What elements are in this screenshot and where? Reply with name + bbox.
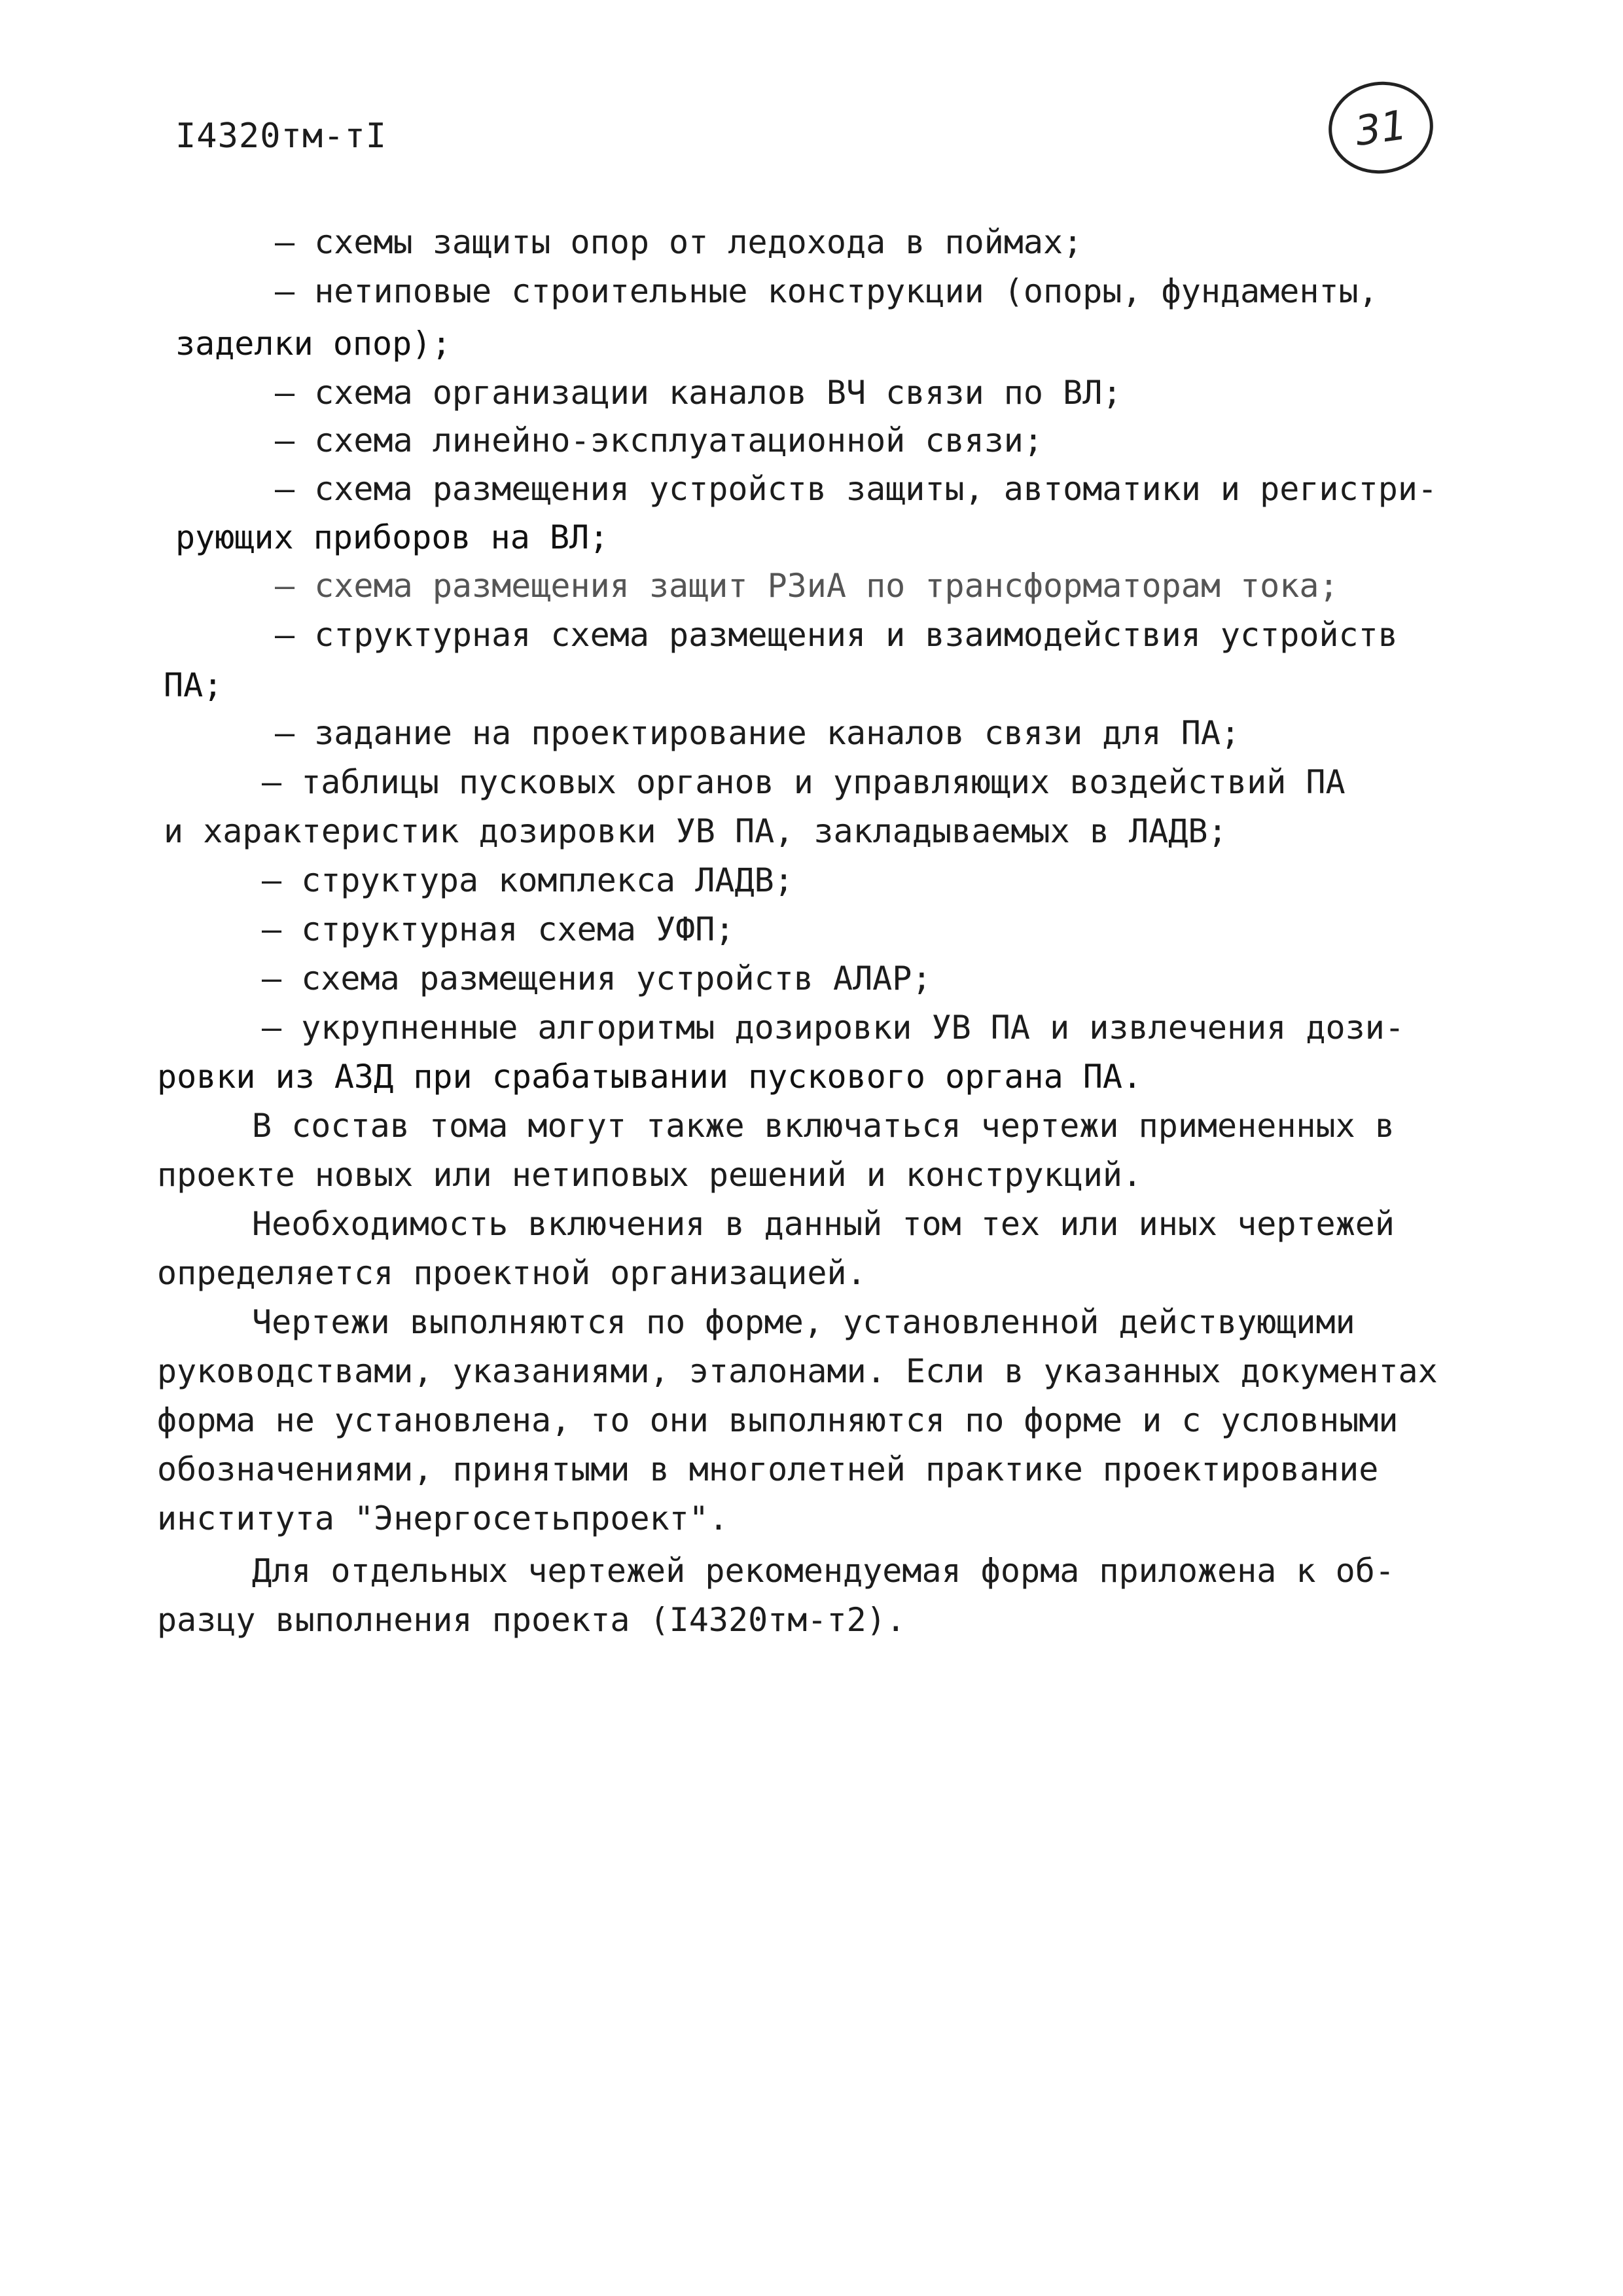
text-line: – схема организации каналов ВЧ связи по ВЛ; bbox=[275, 374, 1122, 412]
text-line: института "Энергосетьпроект". bbox=[157, 1499, 728, 1537]
text-line: проекте новых или нетиповых решений и конструкций. bbox=[157, 1156, 1143, 1194]
text-line: – структура комплекса ЛАДВ; bbox=[262, 861, 794, 899]
text-line: Необходимость включения в данный том тех или иных чертежей bbox=[252, 1205, 1395, 1243]
text-line: разцу выполнения проекта (I4320тм-т2). bbox=[157, 1601, 906, 1639]
text-line: ПА; bbox=[164, 666, 223, 704]
text-line: рующих приборов на ВЛ; bbox=[175, 518, 609, 556]
text-line: форма не установлена, то они выполняются по форме и с условными bbox=[157, 1401, 1399, 1439]
text-line: В состав тома могут также включаться чертежи примененных в bbox=[252, 1107, 1395, 1145]
text-line: – таблицы пусковых органов и управляющих воздействий ПА bbox=[262, 763, 1346, 801]
text-line: – нетиповые строительные конструкции (опоры, фундаменты, bbox=[275, 272, 1378, 310]
page-number-stamp: 31 bbox=[1323, 75, 1439, 181]
text-line: Для отдельных чертежей рекомендуемая форма приложена к об- bbox=[252, 1552, 1395, 1590]
text-line: обозначениями, принятыми в многолетней практике проектирование bbox=[157, 1450, 1379, 1488]
text-line: руководствами, указаниями, эталонами. Если в указанных документах bbox=[157, 1352, 1438, 1390]
text-line: – схемы защиты опор от ледохода в поймах; bbox=[275, 223, 1083, 261]
text-line: Чертежи выполняются по форме, установленной действующими bbox=[252, 1303, 1355, 1341]
text-line: – схема линейно-эксплуатационной связи; bbox=[275, 422, 1043, 459]
text-line: – схема размещения устройств защиты, автоматики и регистри- bbox=[275, 470, 1438, 508]
text-line: – укрупненные алгоритмы дозировки УВ ПА и извлечения дози- bbox=[262, 1009, 1404, 1047]
text-line: – схема размещения устройств АЛАР; bbox=[262, 960, 932, 997]
text-line: – схема размещения защит РЗиА по трансформаторам тока; bbox=[275, 567, 1339, 605]
text-line: – структурная схема размещения и взаимодействия устройств bbox=[275, 616, 1398, 654]
text-line: ровки из АЗД при срабатывании пускового органа ПА. bbox=[157, 1058, 1143, 1096]
text-line: определяется проектной организацией. bbox=[157, 1254, 866, 1292]
text-line: – структурная схема УФП; bbox=[262, 910, 735, 948]
text-line: – задание на проектирование каналов связи для ПА; bbox=[275, 714, 1241, 752]
text-line: заделки опор); bbox=[175, 325, 452, 363]
document-code: I4320тм-тI bbox=[175, 117, 387, 156]
text-line: и характеристик дозировки УВ ПА, закладываемых в ЛАДВ; bbox=[164, 812, 1228, 850]
